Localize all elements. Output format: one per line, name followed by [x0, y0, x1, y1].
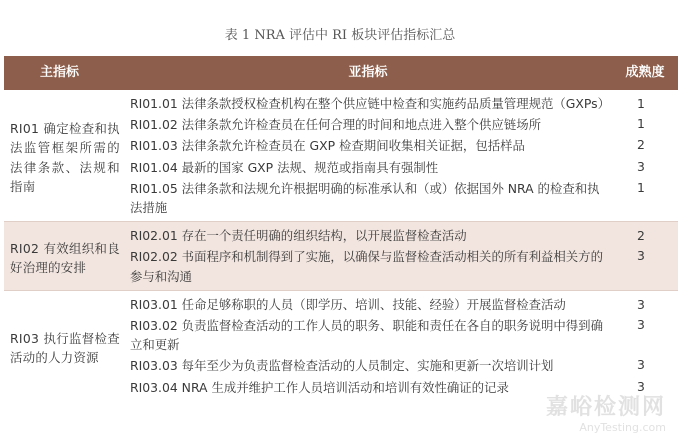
sub-indicator: RI01.03 法律条款允许检查员在 GXP 检查期间收集相关证据，包括样品 — [124, 135, 612, 156]
watermark — [546, 390, 666, 434]
sub-indicator: RI01.02 法律条款允许检查员在任何合理的时间和地点进入整个供应链场所 — [124, 114, 612, 135]
sub-indicator: RI02.02 书面程序和机制得到了实施，以确保与监督检查活动相关的所有利益相关方的参与和沟通 — [124, 246, 612, 290]
indicator-table — [4, 56, 678, 401]
watermark-sub: AnyTesting.com — [579, 421, 666, 434]
group-ri03 — [4, 290, 678, 401]
maturity-value: 1 — [612, 90, 678, 114]
sub-indicator: RI01.05 法律条款和法规允许根据明确的标准承认和（或）依据国外 NRA 的检查和执法措施 — [124, 178, 612, 222]
maturity-value: 1 — [612, 178, 678, 222]
table-row — [4, 290, 678, 315]
sub-indicator: RI02.01 存在一个责任明确的组织结构，以开展监督检查活动 — [124, 222, 612, 247]
group-ri02 — [4, 222, 678, 291]
maturity-value: 2 — [612, 222, 678, 247]
header-sub: 亚指标 — [124, 56, 612, 90]
sub-indicator: RI03.04 NRA 生成并维护工作人员培训活动和培训有效性确证的记录 — [124, 377, 612, 401]
header-row — [4, 56, 678, 90]
table-caption: 表 1 NRA 评估中 RI 板块评估指标汇总 — [224, 28, 456, 43]
sub-indicator: RI03.01 任命足够称职的人员（即学历、培训、技能、经验）开展监督检查活动 — [124, 290, 612, 315]
sub-indicator: RI01.01 法律条款授权检查机构在整个供应链中检查和实施药品质量管理规范（GXPs） — [124, 90, 612, 114]
sub-indicator: RI03.02 负责监督检查活动的工作人员的职务、职能和责任在各自的职务说明中得到确立和更新 — [124, 315, 612, 355]
maturity-value: 1 — [612, 114, 678, 135]
main-indicator: RI01 确定检查和执法监管框架所需的法律条款、法规和指南 — [4, 90, 124, 222]
main-indicator: RI03 执行监督检查活动的人力资源 — [4, 290, 124, 401]
maturity-value: 2 — [612, 135, 678, 156]
table-row — [4, 90, 678, 114]
table-row — [4, 222, 678, 247]
maturity-value: 3 — [612, 246, 678, 290]
sub-indicator: RI03.03 每年至少为负责监督检查活动的人员制定、实施和更新一次培训计划 — [124, 355, 612, 376]
maturity-value: 3 — [612, 157, 678, 178]
group-ri01 — [4, 90, 678, 222]
header-main: 主指标 — [4, 56, 124, 90]
sub-indicator: RI01.04 最新的国家 GXP 法规、规范或指南具有强制性 — [124, 157, 612, 178]
header-maturity: 成熟度 — [612, 56, 678, 90]
watermark-main: 嘉峪检测网 — [545, 395, 666, 420]
maturity-value: 3 — [612, 355, 678, 376]
main-indicator: RI02 有效组织和良好治理的安排 — [4, 222, 124, 291]
maturity-value: 3 — [612, 290, 678, 315]
maturity-value: 3 — [612, 315, 678, 355]
maturity-value: 3 — [612, 377, 678, 401]
